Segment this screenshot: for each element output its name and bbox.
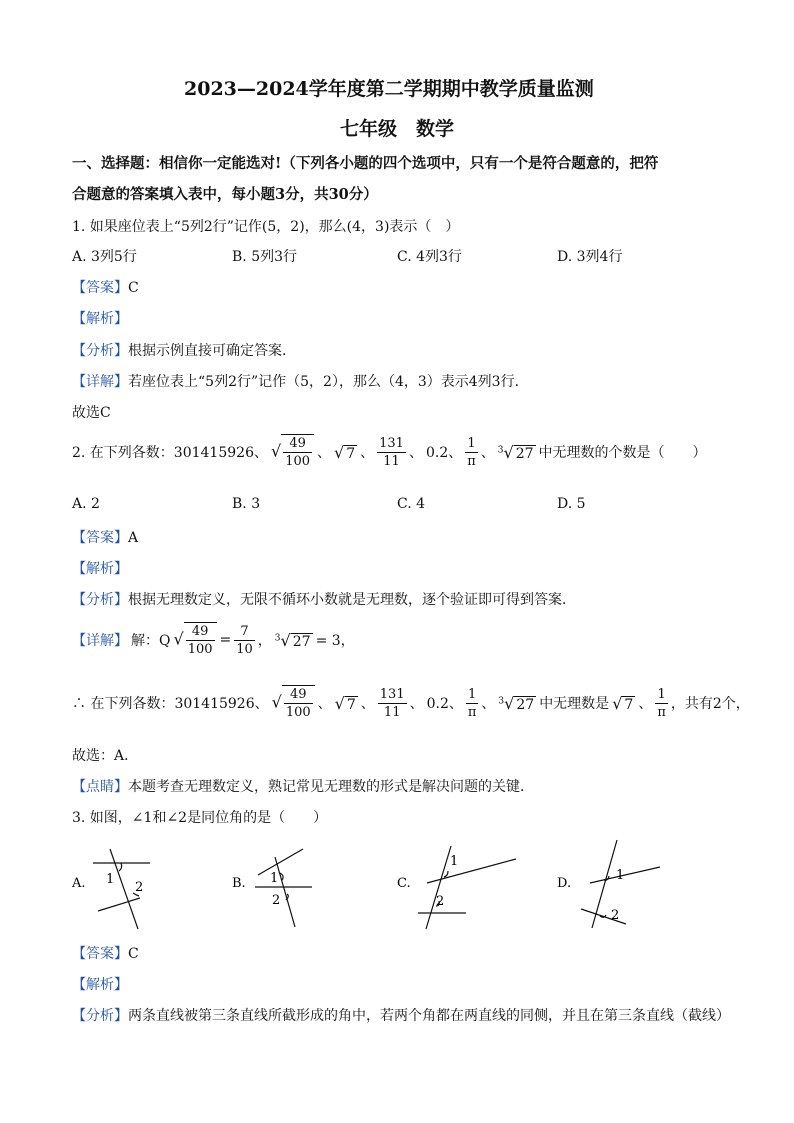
- fig-c-angle2: 2: [436, 894, 445, 909]
- q2-option-a: A. 2: [72, 496, 100, 512]
- q3-figures: [60, 835, 760, 935]
- sqrt-fraction: √ $\frac{49}{100}$: [173, 622, 216, 658]
- fig-b-label: B.: [232, 876, 246, 891]
- fig-a-angle1: 1: [106, 872, 115, 887]
- q2-option-b: B. 3: [232, 496, 261, 512]
- fig-d-lines: [581, 840, 660, 928]
- fig-c-angle1: 1: [450, 854, 459, 869]
- sqrt-fraction: √ $\frac{49}{100}$: [272, 685, 315, 721]
- answer-value: C: [128, 280, 139, 296]
- frac-131-11: $\frac{131}{11}$: [379, 435, 404, 469]
- fenxi-text: 根据示例直接可确定答案．: [128, 343, 296, 359]
- q1-stem: 1. 如果座位表上“5列2行”记作(5，2)，那么(4，3)表示（ ）: [72, 219, 460, 235]
- frac-1-pi: $\frac{1}{\pi}$: [467, 686, 477, 720]
- fig-d-label: D.: [557, 876, 572, 891]
- q2-stem-suffix: 中无理数的个数是（ ）: [538, 445, 707, 461]
- num-49: 49: [283, 435, 312, 453]
- cube-root-27: $^3$√ 27: [274, 630, 311, 650]
- section-heading-line1: 一、选择题：相信你一定能选对!（下列各小题的四个选项中，只有一个是符合题意的，把符: [72, 155, 659, 172]
- q2-answer: 【答案】A: [72, 530, 139, 546]
- fig-c-label: C.: [397, 876, 411, 891]
- fig-c-lines: [418, 846, 516, 929]
- q1-conclusion: 故选C: [72, 405, 111, 421]
- fenxi-tag: 【分析】: [72, 343, 128, 359]
- xiangjie-text: 若座位表上“5列2行”记作（5，2），那么（4，3）表示4列3行．: [128, 374, 529, 390]
- page-title: 2023—2024学年度第二学期期中教学质量监测: [184, 78, 594, 100]
- cube-root-27: $^3$√ 27: [497, 442, 534, 462]
- page-subtitle: 七年级 数学: [340, 118, 455, 140]
- fig-b-angle1: 1: [270, 871, 279, 886]
- frac-131-11: $\frac{131}{11}$: [379, 686, 405, 720]
- cube-root-27: $^3$√ 27: [498, 693, 535, 713]
- q2-option-c: C. 4: [397, 496, 426, 512]
- decimal-02: 0.2、: [425, 445, 463, 461]
- section-heading-line2: 合题意的答案填入表中，每小题3分，共30分）: [72, 186, 378, 203]
- q2-xiangjie: 【详解】 解：Q √ $\frac{49}{100}$ = $\frac{7}{10}$ ， $^3$√ 27 = 3，: [72, 623, 355, 657]
- xiangjie-tag: 【详解】: [72, 374, 128, 390]
- frac-1-pi: $\frac{1}{\pi}$: [467, 435, 476, 469]
- frac-1-pi: $\frac{1}{\pi}$: [657, 686, 666, 720]
- q3-jiexi-tag: 【解析】: [72, 977, 128, 993]
- frac-7-10: $\frac{7}{10}$: [236, 623, 253, 657]
- q2-stem-prefix: 2. 在下列各数：301415926、: [72, 445, 268, 461]
- q2-jiexi-tag: 【解析】: [72, 561, 128, 577]
- q3-answer: 【答案】C: [72, 946, 139, 962]
- answer-tag: 【答案】: [72, 280, 128, 296]
- den-100: 100: [285, 454, 311, 469]
- q1-fenxi: [72, 340, 296, 360]
- q2-irrational-line: ∴ 在下列各数：301415926、 √ $\frac{49}{100}$ 、 √ 7 、 $\frac{131}{11}$ 、 0.2、 $\frac{1}{\pi}$ 、 $^3$√ 27 中无理数是 √ 7 、 $\frac{1}{\pi}$ ，共有2个，: [72, 686, 750, 720]
- fig-d-angle2: 2: [611, 908, 620, 923]
- fig-b-lines: [255, 849, 312, 927]
- sqrt-fraction: √ $\frac{49}{100}$: [271, 434, 314, 470]
- q1-xiangjie: [72, 371, 529, 391]
- q2-stem: 2. 在下列各数：301415926、 √ $\frac{49}{100}$ 、 √ 7 、 $\frac{131}{11}$ 、 0.2、 $\frac{1}{\pi}$ 、 $^3$√ 27 中无理数的个数是（ ）: [72, 435, 707, 469]
- q1-option-a: A. 3列5行: [72, 249, 137, 265]
- q1-option-d: D. 3列4行: [557, 249, 623, 265]
- fig-a-angle2: 2: [135, 880, 144, 895]
- q3-stem: 3. 如图，∠1和∠2是同位角的是（ ）: [72, 810, 328, 826]
- fig-b-angle2: 2: [272, 893, 281, 908]
- q1-option-b: B. 5列3行: [232, 249, 298, 265]
- fig-a-label: A.: [72, 876, 86, 891]
- sqrt-7: √ 7: [334, 693, 356, 713]
- sqrt-7: √ 7: [612, 693, 634, 713]
- q2-fenxi: 【分析】根据无理数定义，无限不循环小数就是无理数，逐个验证即可得到答案．: [72, 592, 576, 608]
- q1-option-c: C. 4列3行: [397, 249, 462, 265]
- q1-answer: [72, 277, 139, 297]
- q1-jiexi-tag: 【解析】: [72, 311, 128, 327]
- q3-fenxi: 【分析】两条直线被第三条直线所截形成的角中，若两个角都在两直线的同侧，并且在第三条直线（截线）: [72, 1008, 730, 1024]
- q2-conclusion: 故选：A．: [72, 748, 139, 764]
- q2-dianjing: 【点睛】本题考查无理数定义，熟记常见无理数的形式是解决问题的关键．: [72, 779, 534, 795]
- q2-option-d: D. 5: [557, 496, 586, 512]
- sqrt-7: √ 7: [334, 442, 356, 462]
- fig-d-angle1: 1: [616, 868, 625, 883]
